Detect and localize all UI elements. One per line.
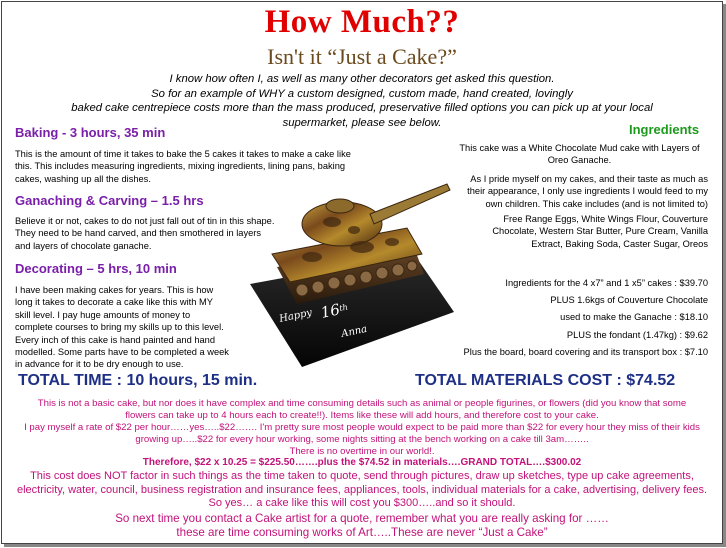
text-line: So yes… a cake like this will cost you $300…..and so it should. — [208, 497, 516, 509]
text-line: these are time consuming works of Art…..These are never “Just a Cake” — [176, 526, 548, 539]
text-line: I have been making cakes for years. This is how — [15, 285, 214, 295]
text-line: Every inch of this cake is hand painted and hand — [15, 334, 216, 345]
text-line: I pay myself a rate of $22 per hour……yes…..$22……. I'm pretty sure most people would expect to be paid more than $22 for every hour they miss of their kids — [24, 422, 700, 433]
intro-line: baked cake centrepiece costs more than the mass produced, preservative filled options you can pick up at your local — [71, 102, 653, 114]
board-text-name: Anna — [340, 323, 369, 340]
text-line: their appearance, I only use ingredients I would feed to my — [467, 186, 708, 197]
ingredient-costs — [412, 275, 708, 361]
text-line: long it takes to decorate a cake like this with MY — [15, 297, 213, 308]
text-line: They need to be hand carved, and then smothered in layers — [15, 228, 262, 239]
text-line: Oreo Ganache. — [547, 155, 612, 166]
poster — [1, 1, 723, 544]
intro-line: supermarket, please see below. — [282, 116, 442, 129]
tank-hatch — [326, 199, 354, 213]
text-line: There is no overtime in our world!. — [289, 446, 435, 457]
page-title: How Much?? — [264, 4, 460, 40]
text-line: This is not a basic cake, but nor does it have complex and time consuming details such as animal or people figurines, or flowers (did you know that some — [37, 398, 687, 409]
ingredients-list — [432, 213, 708, 250]
text-line: skill level. I pay huge amounts of money to — [15, 309, 191, 320]
text-line: Believe it or not, cakes to do not just fall out of tin in this shape. — [15, 216, 275, 226]
text-line: electricity, water, council, business registration and insurance fees, appliances, tools, individual materials for a cake, advertising, delivery fees. — [16, 483, 708, 496]
total-time: TOTAL TIME : 10 hours, 15 min. — [18, 372, 258, 389]
intro-line: I know how often I, as well as many other decorators get asked this question. — [169, 73, 555, 85]
cost-line: Plus the board, board covering and its transport box : $7.10 — [463, 346, 708, 357]
text-line: growing up…..$22 for every hour working, some nights sitting at the bench working on a cake till 3am…….. — [135, 434, 589, 445]
ingredients-heading: Ingredients — [629, 122, 700, 137]
intro-line: So for an example of WHY a custom designed, custom made, hand created, lovingly — [151, 87, 573, 100]
decorating-text — [15, 284, 260, 371]
cost-line: PLUS 1.6kgs of Couverture Chocolate — [550, 295, 708, 306]
text-line: This is the amount of time it takes to bake the 5 cakes it takes to make a cake like — [15, 149, 351, 159]
text-line: and layers of chocolate ganache. — [15, 240, 152, 251]
text-line: cakes, washing up all the dishes. — [15, 173, 151, 184]
cost-line: Ingredients for the 4 x7” and 1 x5” cakes : $39.70 — [505, 278, 708, 288]
baking-heading: Baking - 3 hours, 35 min — [15, 125, 166, 140]
board-text-happy: Happy — [278, 307, 314, 325]
text-line: Free Range Eggs, White Wings Flour, Couverture — [503, 214, 708, 224]
text-line: flowers can take up to 4 hours each to create!!). Items like these will add hours, and therefore cost to your cake. — [125, 410, 599, 421]
cost-line: PLUS the fondant (1.47kg) : $9.62 — [566, 329, 708, 340]
total-materials-cost: TOTAL MATERIALS COST : $74.52 — [415, 372, 676, 389]
text-line: This cake was a White Chocolate Mud cake with Layers of — [459, 143, 700, 153]
text-line: in advance for it to be dry enough to use. — [15, 359, 184, 370]
board-text-number: 16 — [319, 300, 342, 322]
page-subtitle: Isn't it “Just a Cake?” — [267, 44, 457, 69]
decorating-heading: Decorating – 5 hrs, 10 min — [15, 261, 177, 276]
cost-line: used to make the Ganache : $18.10 — [560, 312, 708, 323]
text-line: Extract, Baking Soda, Caster Sugar, Oreos — [531, 238, 708, 249]
text-line: complete courses to bring my skills up to this level. — [15, 322, 224, 333]
ingredients-intro — [442, 142, 717, 167]
footer-closing-paragraph — [10, 512, 714, 540]
ganaching-heading: Ganaching & Carving – 1.5 hrs — [15, 193, 204, 208]
text-line: own children. This cake includes (and is not limited to) — [485, 198, 708, 209]
footer-cost-paragraph — [10, 470, 714, 511]
text-line: modelled. Some parts have to be completed a week — [15, 347, 229, 358]
text-line: Chocolate, Western Star Butter, Pure Cream, Vanilla — [492, 226, 708, 237]
ingredients-pride — [432, 173, 708, 210]
text-line: This cost does NOT factor in such things as the time taken to quote, send through pictures, draw up sketches, type up cake agreements, — [30, 470, 694, 482]
text-line: So next time you contact a Cake artist for a quote, remember what you are really asking for …… — [115, 512, 609, 525]
intro-paragraph — [42, 72, 682, 130]
board-text-suffix: th — [338, 302, 349, 313]
text-line: this. This includes measuring ingredients, mixing ingredients, lining pans, baking — [15, 161, 346, 172]
footer-calculation: Therefore, $22 x 10.25 = $225.50…….plus the $74.52 in materials….GRAND TOTAL….$300.02 — [142, 457, 582, 468]
footer-rate-paragraph — [10, 398, 714, 458]
text-line: As I pride myself on my cakes, and their taste as much as — [470, 174, 708, 184]
